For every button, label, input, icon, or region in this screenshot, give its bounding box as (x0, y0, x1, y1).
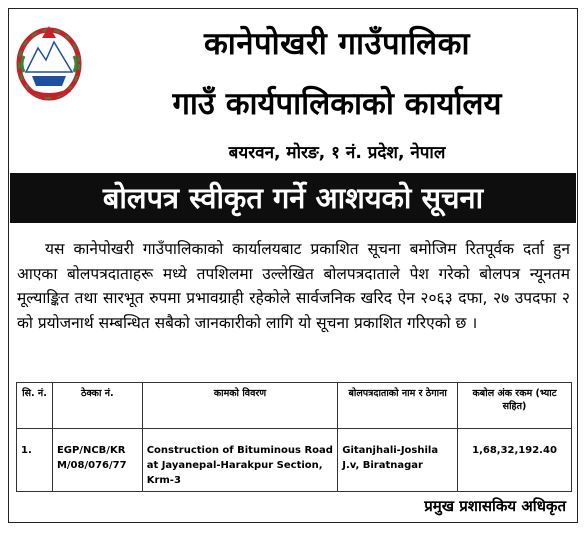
office-name-line2: गाउँ कार्यपालिकाको कार्यालय (172, 86, 502, 122)
cell-bidder: Gitanjhali-Joshila J.v, Biratnagar (338, 429, 458, 492)
notice-title-banner: बोलपत्र स्वीकृत गर्ने आशयको सूचना (10, 173, 576, 223)
nepal-emblem-icon (14, 20, 84, 102)
header-description: कामको विवरण (142, 383, 338, 429)
header-contract-no: ठेक्का नं. (52, 383, 142, 429)
cell-amount: 1,68,32,192.40 (458, 429, 572, 492)
bid-table (16, 382, 572, 492)
table-row (17, 429, 572, 492)
office-address: बयरवन, मोरङ, १ नं. प्रदेश, नेपाल (228, 143, 446, 163)
cell-sn: 1. (17, 429, 53, 492)
office-name-line1: कानेपोखरी गाउँपालिका (203, 26, 471, 62)
header-amount: कबोल अंक रकम (भ्याट सहित) (458, 383, 572, 429)
notice-body: यस कानेपोखरी गाउँपालिकाको कार्यालयबाट प्रकाशित सूचना बमोजिम रितपूर्वक दर्ता हुन आएका बोलपत्रदाताहरू मध्ये तपशिलमा उल्लेखित बोलपत्रदाताले पेश गरेको बोलपत्र न्यूनतम मूल्याङ्कित तथा सारभूत रुपमा प्रभावग्राही रहेकोले सार्वजनिक खरिद ऐन २०६३ दफा, २७ उपदफा २ को प्रयोजनार्थ सम्बन्धित सबैको जानकारीको लागि यो सूचना प्रकाशित गरिएको छ । (17, 240, 570, 332)
cell-description: Construction of Bituminous Road at Jayanepal-Harakpur Section, Krm-3 (142, 429, 338, 492)
header-sn: सि. नं. (17, 383, 53, 429)
cell-contract-no: EGP/NCB/KRM/08/076/77 (52, 429, 142, 492)
header-bidder: बोलपत्रदाताको नाम र ठेगाना (338, 383, 458, 429)
signatory-title: प्रमुख प्रशासकिय अधिकृत (424, 497, 566, 515)
table-header-row (17, 383, 572, 429)
